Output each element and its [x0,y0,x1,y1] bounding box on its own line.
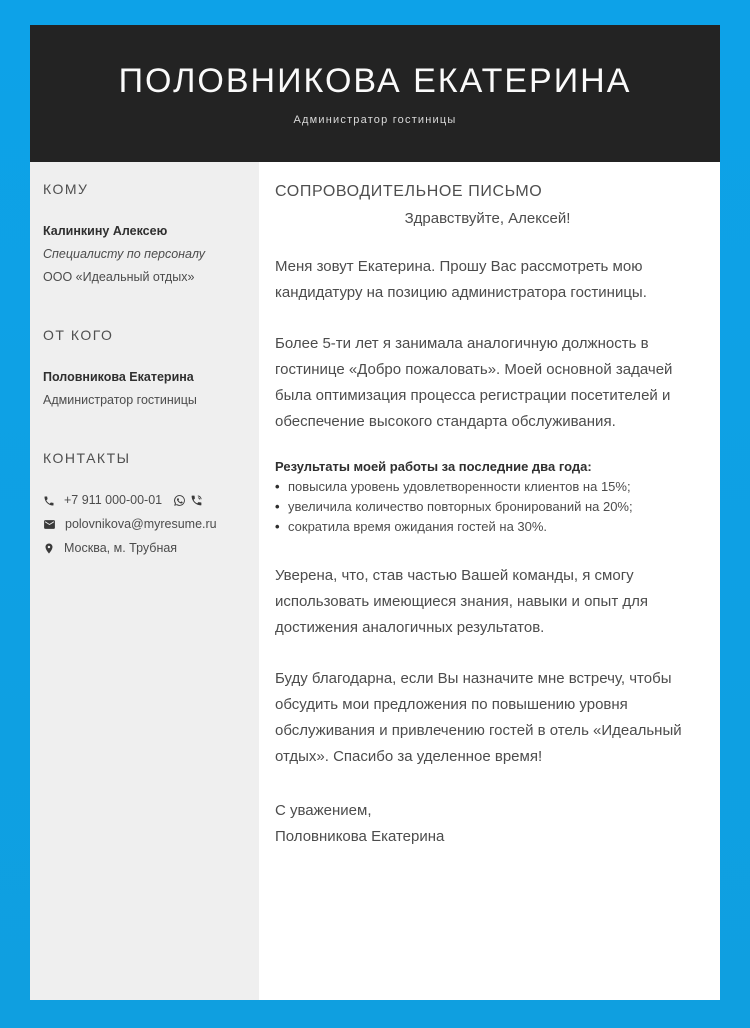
recipient-company: ООО «Идеальный отдых» [43,270,195,284]
letter-greeting: Здравствуйте, Алексей! [404,210,571,227]
result-item: • повысила уровень удовлетворенности клиентов на 15%; [275,477,700,497]
contact-location-row [43,537,247,560]
letter-paragraph: Уверена, что, став частью Вашей команды, я смогу использовать имеющиеся знания, навыки и опыт для достижения аналогичных результатов. [275,567,649,636]
letter-heading: СОПРОВОДИТЕЛЬНОЕ ПИСЬМО [275,183,543,200]
person-name: ПОЛОВНИКОВА ЕКАТЕРИНА [118,61,632,100]
viber-icon[interactable] [190,494,203,507]
email-address[interactable]: polovnikova@myresume.ru [65,517,217,531]
cover-letter [259,162,720,1000]
closing-line: Половникова Екатерина [275,828,445,845]
location-text: Москва, м. Трубная [64,541,178,555]
location-icon [43,542,55,555]
contacts-heading: КОНТАКТЫ [43,450,131,466]
sender-name: Половникова Екатерина [43,370,194,384]
person-title: Администратор гостиницы [293,113,457,126]
letter-paragraph: Более 5-ти лет я занимала аналогичную должность в гостинице «Добро пожаловать». Моей основной задачей была оптимизация процесса регистрации посетителей и обеспечение высокого стандарта обслуживания. [275,335,673,430]
email-icon [43,518,56,531]
sidebar-section-from [43,327,247,412]
recipient-name: Калинкину Алексею [43,224,168,238]
whatsapp-icon[interactable] [173,494,186,507]
result-item: • сократила время ожидания гостей на 30%. [275,517,700,537]
sidebar-section-to [43,181,247,289]
contact-phone-row [43,489,247,512]
letter-paragraph: Меня зовут Екатерина. Прошу Вас рассмотреть мою кандидатуру на позицию администратора гостиницы. [275,258,647,301]
results-block [275,457,700,537]
resume-sheet [30,25,720,1000]
letter-paragraph: Буду благодарна, если Вы назначите мне встречу, чтобы обсудить мои предложения по повышению уровня обслуживания и привлечению гостей в отель «Идеальный отдых». Спасибо за уделенное время! [275,670,682,765]
results-heading: Результаты моей работы за последние два года: [275,459,592,474]
sidebar-section-contacts [43,450,247,560]
sender-role: Администратор гостиницы [43,393,197,407]
header-banner [30,25,720,162]
sidebar [30,162,259,1000]
phone-icon [43,495,55,507]
contact-email-row [43,513,247,536]
closing-line: С уважением, [275,802,372,819]
to-heading: КОМУ [43,181,89,197]
recipient-role: Специалисту по персоналу [43,247,206,261]
body-row [30,162,720,1000]
results-list [275,477,700,537]
letter-closing [275,798,700,850]
result-item: • увеличила количество повторных бронирований на 20%; [275,497,700,517]
phone-number[interactable]: +7 911 000-00-01 [64,493,163,507]
from-heading: ОТ КОГО [43,327,114,343]
